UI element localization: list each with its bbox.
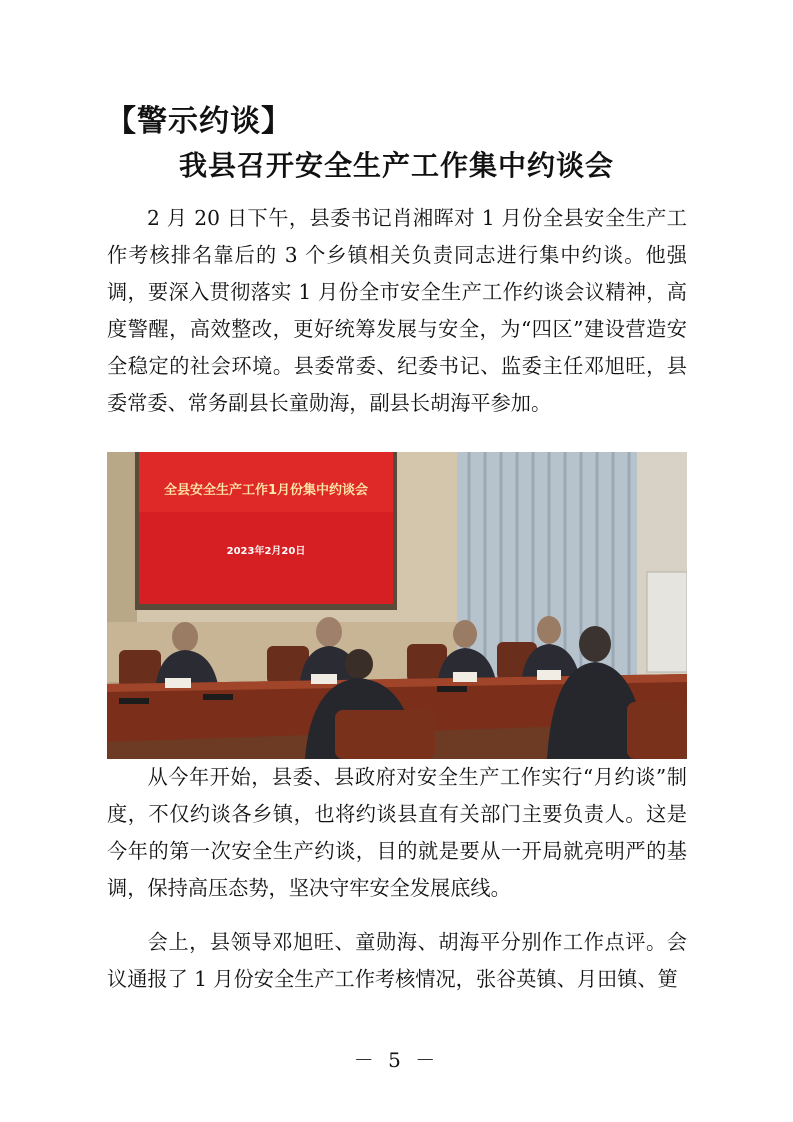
page-title: 我县召开安全生产工作集中约谈会: [178, 149, 614, 182]
paragraph-3: [107, 924, 687, 998]
screen-date: 2023年2月20日: [226, 546, 306, 557]
paragraph-2: [107, 759, 687, 907]
section-tag: 【警示约谈】: [106, 104, 292, 139]
paragraph-2-text: 从今年开始，县委、县政府对安全生产工作实行“月约谈”制度，不仅约谈各乡镇，也将约谈县直有关部门主要负责人。这是今年的第一次安全生产约谈，目的就是要从一开局就亮明严的基调，保持高压态势，坚决守牢安全发展底线。: [107, 765, 687, 900]
paragraph-1: [107, 200, 687, 422]
paragraph-3-text: 会上，县领导邓旭旺、童勋海、胡海平分别作工作点评。会议通报了 1 月份安全生产工作考核情况，张谷英镇、月田镇、筻: [107, 930, 687, 991]
meeting-photo: [107, 452, 687, 759]
screen-title: 全县安全生产工作1月份集中约谈会: [163, 483, 369, 498]
paragraph-1-text: 2 月 20 日下午，县委书记肖湘晖对 1 月份全县安全生产工作考核排名靠后的 3 个乡镇相关负责同志进行集中约谈。他强调，要深入贯彻落实 1 月份全市安全生产工作约谈会议精神，高度警醒，高效整改，更好统筹发展与安全，为“四区”建设营造安全稳定的社会环境。县委常委、纪委书记、监委主任邓旭旺，县委常委、常务副县长童勋海，副县长胡海平参加。: [107, 206, 687, 415]
page-number: － 5 －: [353, 1048, 440, 1072]
